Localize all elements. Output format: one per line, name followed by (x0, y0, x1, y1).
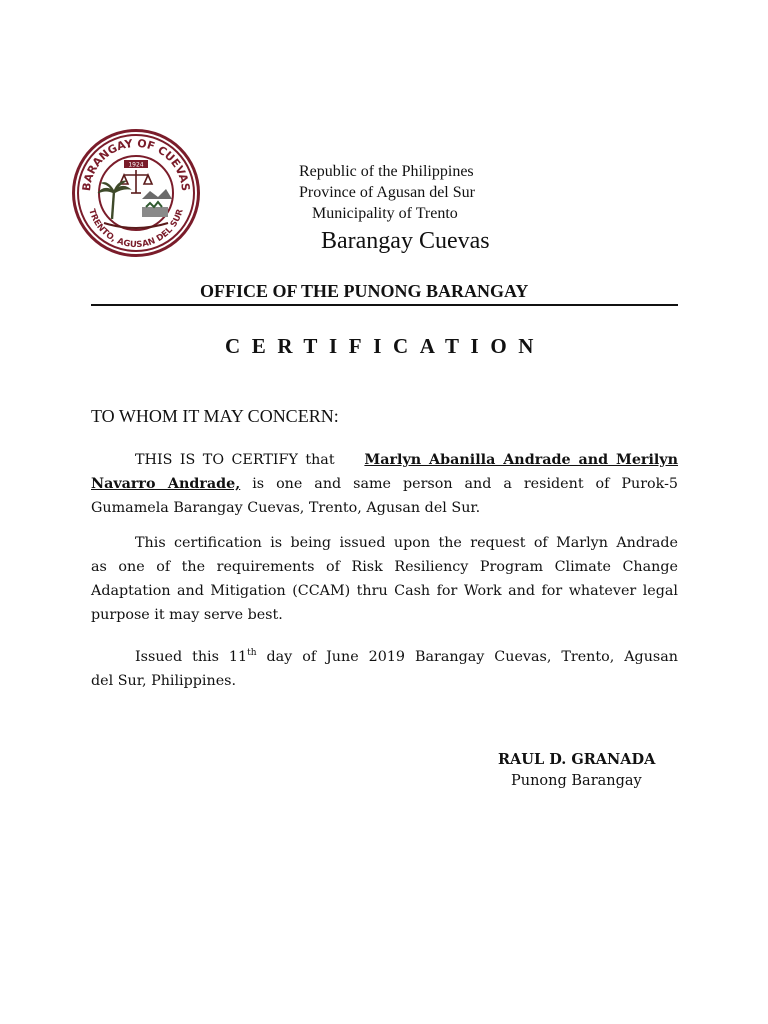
signatory-name: RAUL D. GRANADA (498, 751, 656, 768)
paragraph-purpose (91, 531, 678, 627)
header-divider (91, 304, 678, 306)
barangay-seal-logo (70, 127, 202, 259)
paragraph-certify (91, 448, 678, 520)
paragraph-line (91, 448, 678, 472)
certify-lead: THIS IS TO CERTIFY that (135, 452, 335, 468)
paragraph-line: This certification is being issued upon the request of Marlyn Andrade (135, 535, 678, 551)
certify-rest: is one and same person and a resident of Purok-5 (252, 476, 678, 492)
office-title: OFFICE OF THE PUNONG BARANGAY (200, 281, 529, 301)
seal-top-text: BARANGAY OF CUEVAS (79, 136, 193, 192)
header-republic: Republic of the Philippines (299, 163, 474, 180)
issued-suffix: day of June 2019 Barangay Cuevas, Trento, Agusan (256, 648, 678, 665)
paragraph-line (91, 472, 678, 496)
issued-day-suffix: th (247, 648, 257, 658)
header-barangay: Barangay Cuevas (321, 228, 490, 254)
certified-names: Marlyn Abanilla Andrade and Merilyn (364, 452, 679, 468)
signatory-title: Punong Barangay (511, 773, 642, 789)
paragraph-line: Adaptation and Mitigation (CCAM) thru Cash for Work and for whatever legal (91, 583, 678, 599)
paragraph-line: purpose it may serve best. (91, 607, 283, 623)
paragraph-line: Gumamela Barangay Cuevas, Trento, Agusan del Sur. (91, 500, 481, 516)
document-title: CERTIFICATION (225, 334, 546, 358)
certified-names-cont: Navarro Andrade, (91, 476, 241, 492)
paragraph-issued (91, 641, 678, 693)
header-municipality: Municipality of Trento (312, 205, 458, 222)
paragraph-line (91, 641, 678, 669)
paragraph-line: as one of the requirements of Risk Resiliency Program Climate Change (91, 559, 678, 575)
paragraph-line: del Sur, Philippines. (91, 672, 237, 689)
seal-year: 1924 (128, 161, 144, 169)
header-province: Province of Agusan del Sur (299, 184, 475, 201)
seal-bottom-text: TRENTO, AGUSAN DEL SUR (86, 207, 186, 251)
salutation: TO WHOM IT MAY CONCERN: (91, 406, 339, 426)
issued-prefix: Issued this 11 (135, 648, 248, 665)
